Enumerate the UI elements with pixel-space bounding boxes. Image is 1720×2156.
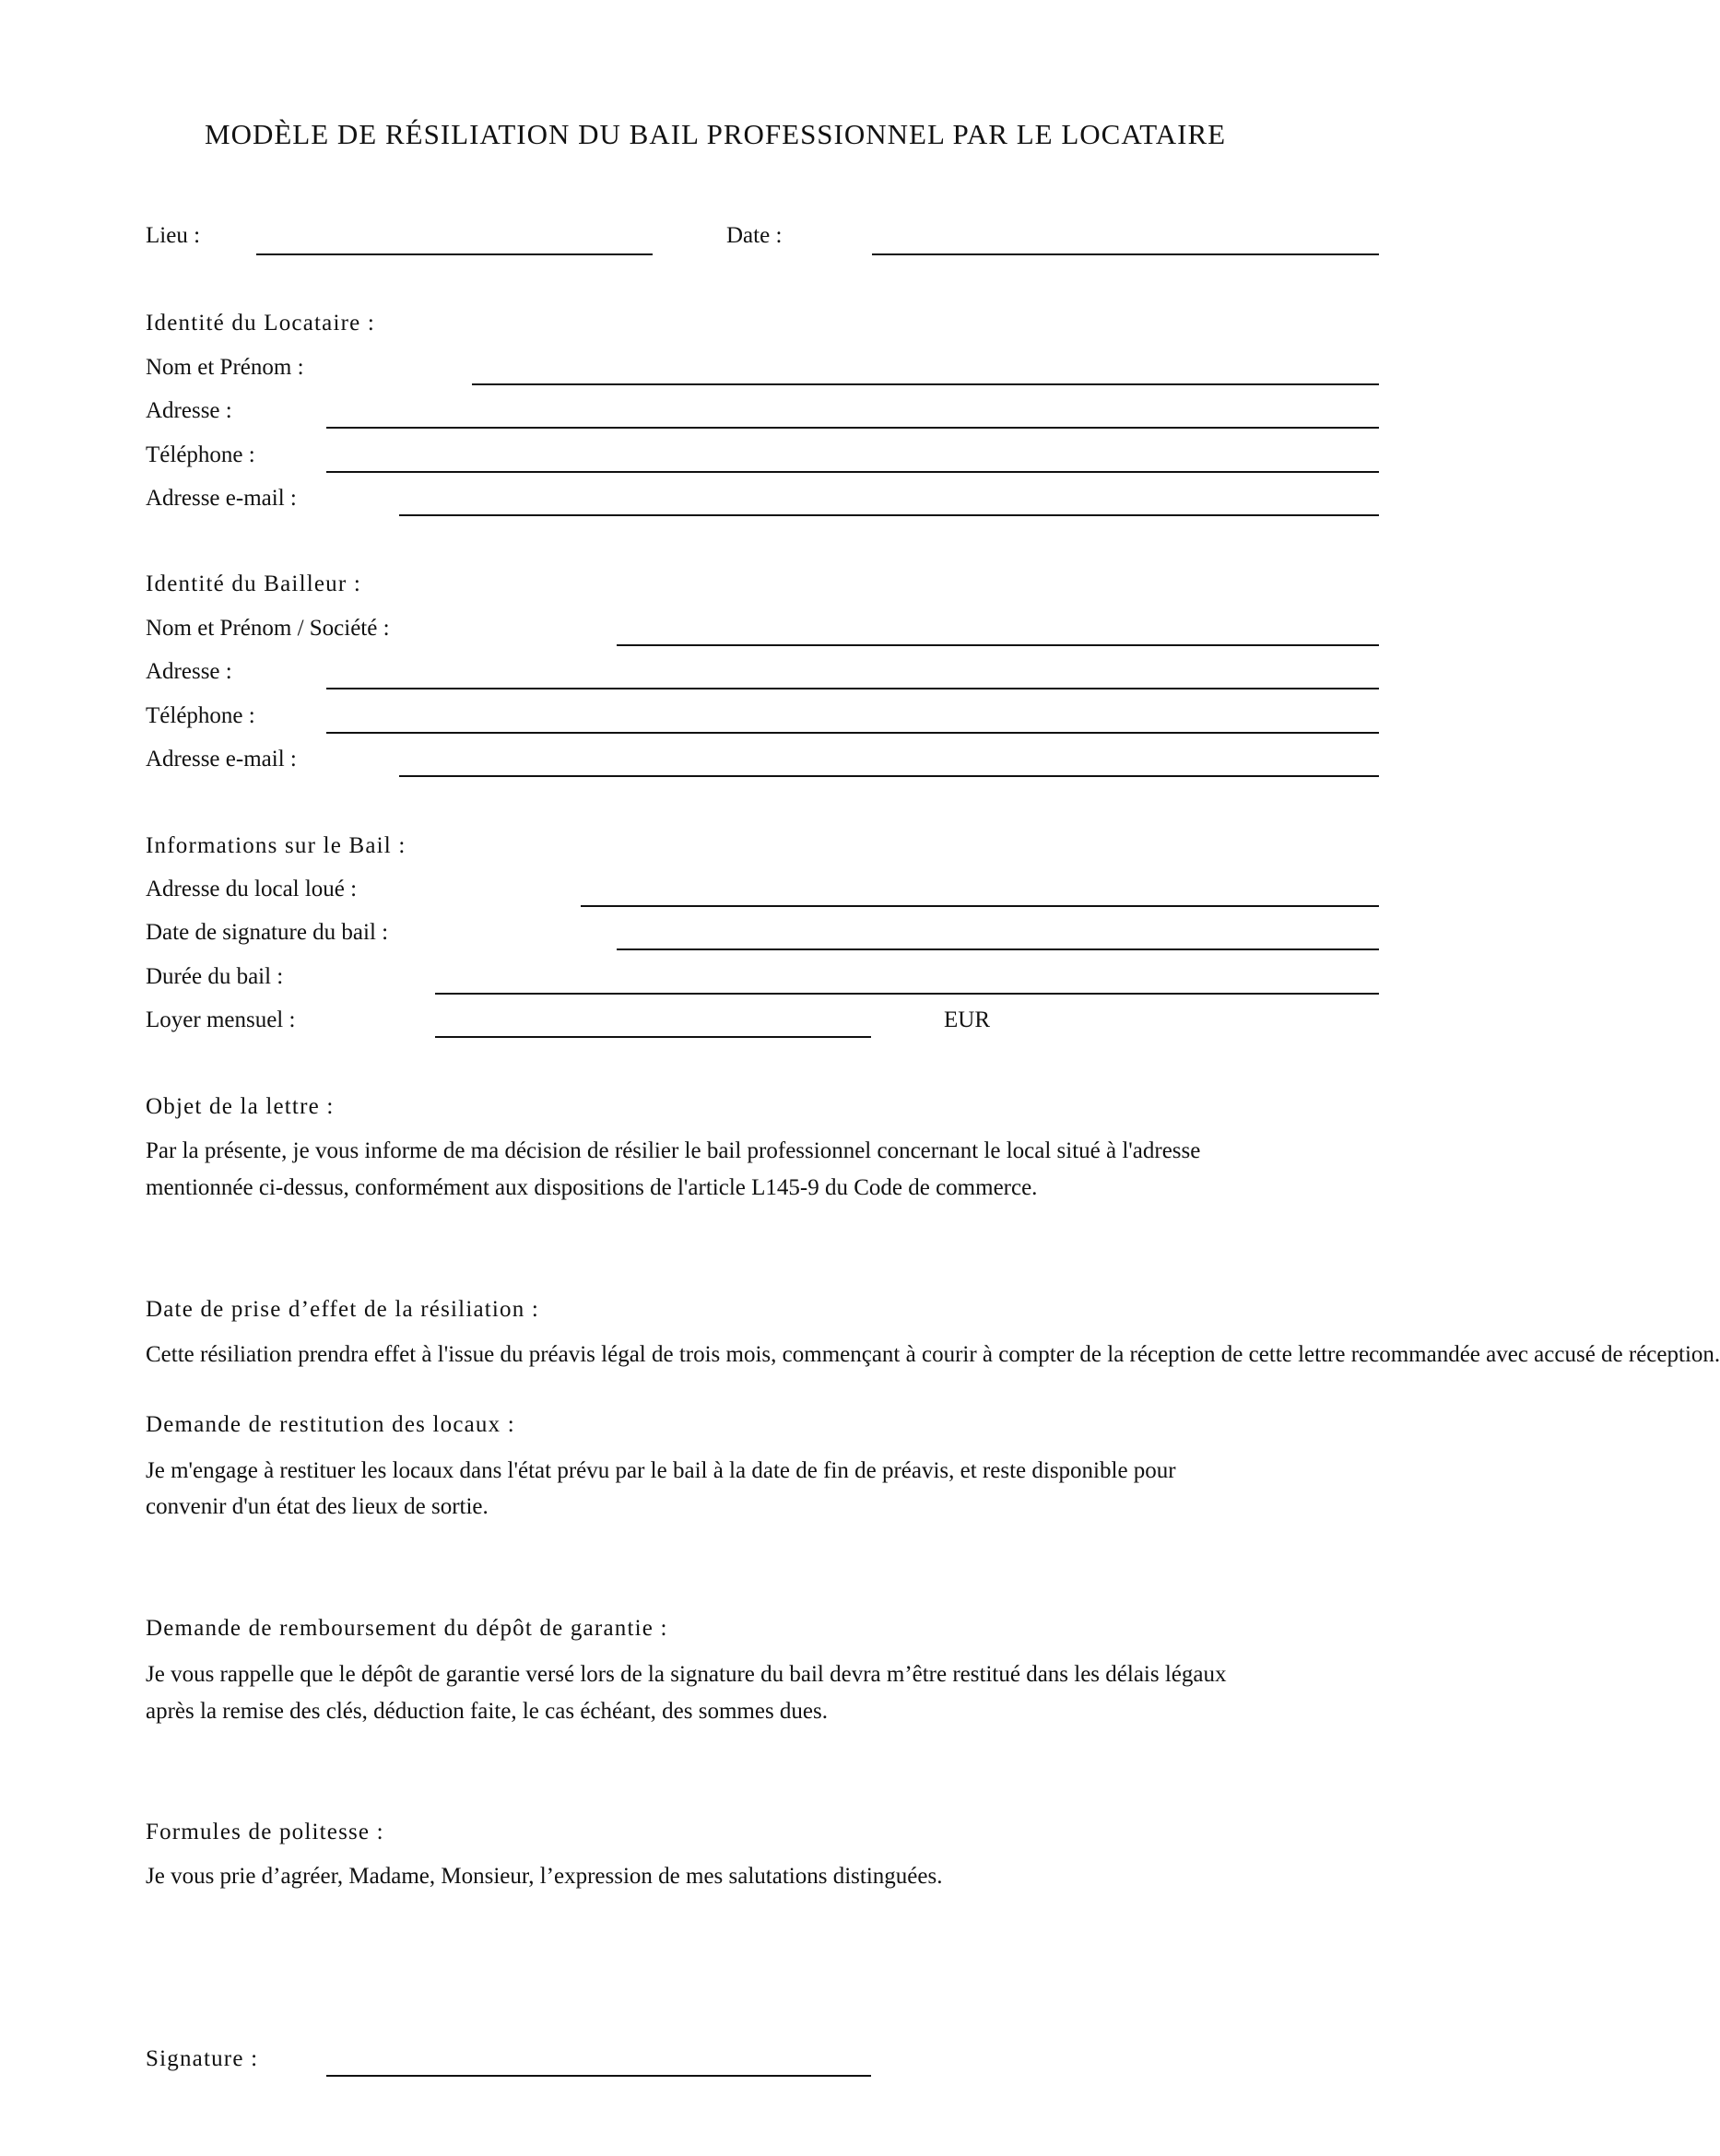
remboursement-heading: Demande de remboursement du dépôt de garantie : [146, 1616, 668, 1641]
restitution-heading: Demande de restitution des locaux : [146, 1412, 515, 1437]
bailleur-email-underline [399, 775, 1379, 777]
bail-loyer-label: Loyer mensuel : [146, 1007, 296, 1032]
locataire-adresse-field[interactable] [326, 396, 1390, 428]
bailleur-email-field[interactable] [399, 745, 1390, 776]
objet-line-1: Par la présente, je vous informe de ma décision de résilier le bail professionnel concernant le local situé à l'adresse [146, 1138, 1201, 1163]
bailleur-heading: Identité du Bailleur : [146, 571, 361, 596]
locataire-heading: Identité du Locataire : [146, 311, 376, 336]
objet-line-2: mentionnée ci-dessus, conformément aux dispositions de l'article L145-9 du Code de commerce. [146, 1175, 1038, 1200]
lieu-field[interactable] [256, 221, 664, 253]
bail-date-signature-underline [617, 948, 1379, 950]
date-field[interactable] [872, 221, 1390, 253]
objet-heading: Objet de la lettre : [146, 1094, 335, 1119]
locataire-email-field[interactable] [399, 484, 1390, 515]
locataire-adresse-underline [326, 427, 1379, 429]
bailleur-adresse-field[interactable] [326, 657, 1390, 689]
bail-duree-field[interactable] [435, 961, 1390, 993]
bail-date-signature-field[interactable] [617, 918, 1390, 949]
bailleur-nom-field[interactable] [617, 614, 1390, 645]
page-title: MODÈLE DE RÉSILIATION DU BAIL PROFESSIONNEL PAR LE LOCATAIRE [205, 118, 1227, 150]
bail-duree-label: Durée du bail : [146, 964, 284, 989]
bail-adresse-local-underline [581, 905, 1379, 907]
bailleur-email-label: Adresse e-mail : [146, 747, 297, 772]
date-label: Date : [726, 223, 783, 248]
signature-underline [326, 2075, 871, 2077]
bailleur-telephone-label: Téléphone : [146, 703, 255, 728]
restitution-line-2: convenir d'un état des lieux de sortie. [146, 1494, 489, 1519]
signature-field[interactable] [326, 2044, 882, 2076]
bailleur-nom-label: Nom et Prénom / Société : [146, 616, 390, 641]
lieu-label: Lieu : [146, 223, 201, 248]
locataire-nom-underline [472, 383, 1379, 385]
bail-heading: Informations sur le Bail : [146, 833, 406, 858]
politesse-heading: Formules de politesse : [146, 1820, 384, 1844]
locataire-telephone-field[interactable] [326, 440, 1390, 471]
remboursement-line-2: après la remise des clés, déduction faite, le cas échéant, des sommes dues. [146, 1699, 829, 1724]
politesse-line-1: Je vous prie d’agréer, Madame, Monsieur, l’expression de mes salutations distinguées. [146, 1864, 943, 1889]
bail-adresse-local-label: Adresse du local loué : [146, 877, 358, 901]
locataire-telephone-underline [326, 471, 1379, 473]
bail-loyer-underline [435, 1036, 871, 1038]
prise-effet-heading: Date de prise d’effet de la résiliation : [146, 1297, 540, 1322]
date-underline [872, 253, 1379, 255]
locataire-nom-label: Nom et Prénom : [146, 355, 304, 380]
locataire-nom-field[interactable] [472, 353, 1390, 384]
bail-adresse-local-field[interactable] [581, 875, 1390, 906]
bailleur-adresse-underline [326, 688, 1379, 689]
bail-date-signature-label: Date de signature du bail : [146, 920, 389, 945]
lieu-underline [256, 253, 653, 255]
bailleur-nom-underline [617, 644, 1379, 646]
remboursement-line-1: Je vous rappelle que le dépôt de garantie versé lors de la signature du bail devra m’être restitué dans les délais légaux [146, 1662, 1227, 1687]
locataire-telephone-label: Téléphone : [146, 442, 255, 467]
restitution-line-1: Je m'engage à restituer les locaux dans l'état prévu par le bail à la date de fin de préavis, et reste disponible pour [146, 1458, 1176, 1483]
locataire-adresse-label: Adresse : [146, 398, 232, 423]
locataire-email-label: Adresse e-mail : [146, 486, 297, 511]
locataire-email-underline [399, 514, 1379, 516]
bailleur-telephone-field[interactable] [326, 701, 1390, 732]
prise-effet-line-1: Cette résiliation prendra effet à l'issue du préavis légal de trois mois, commençant à courir à compter de la réception de cette lettre recommandée avec accusé de réception. [146, 1342, 1720, 1367]
bailleur-adresse-label: Adresse : [146, 659, 232, 684]
bailleur-telephone-underline [326, 732, 1379, 734]
currency-label: EUR [944, 1007, 990, 1032]
bail-duree-underline [435, 993, 1379, 995]
signature-label: Signature : [146, 2046, 259, 2071]
bail-loyer-field[interactable] [435, 1006, 882, 1037]
